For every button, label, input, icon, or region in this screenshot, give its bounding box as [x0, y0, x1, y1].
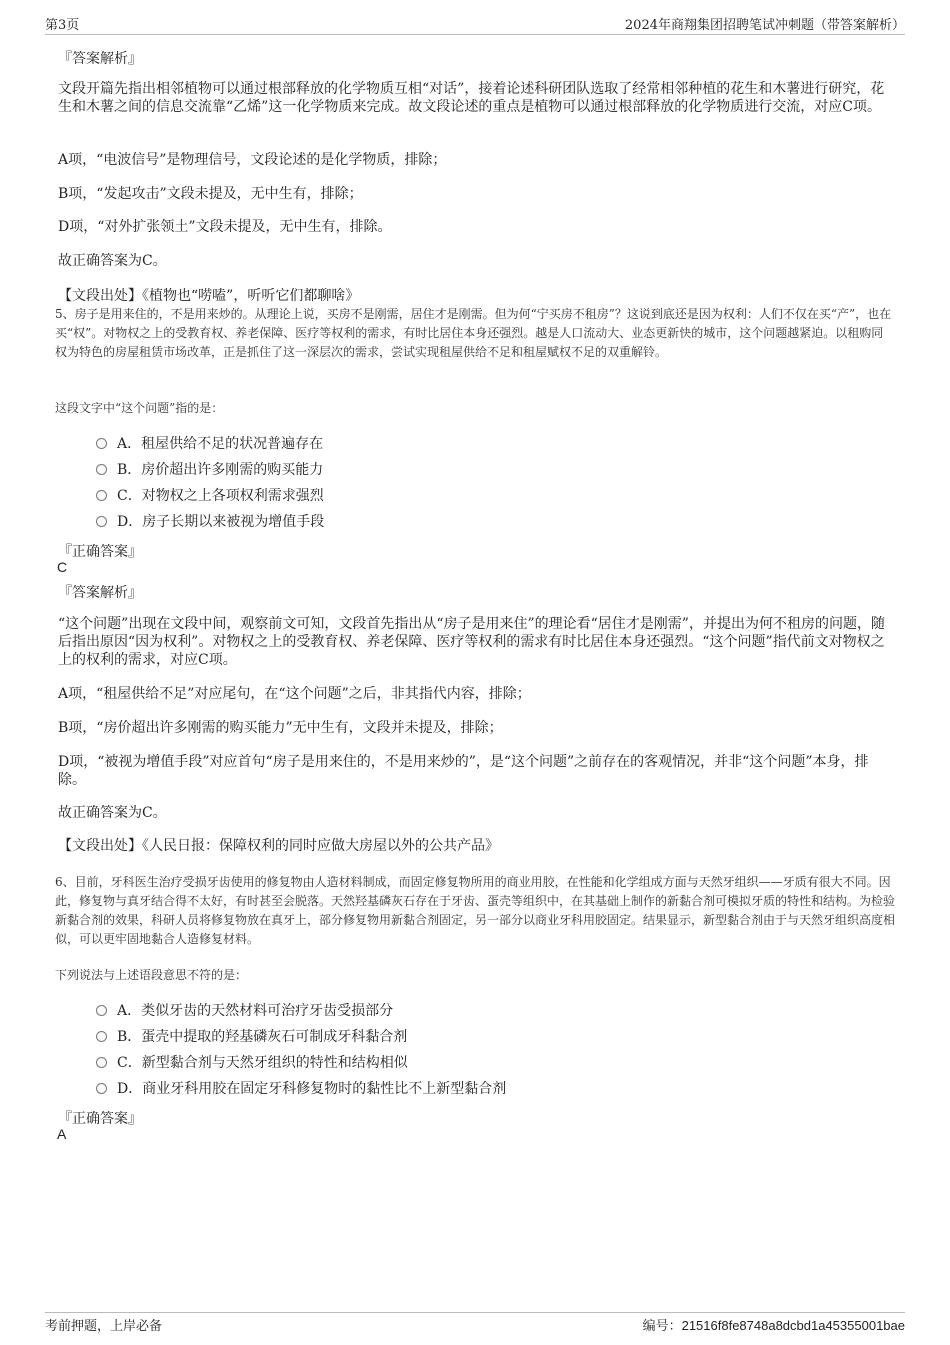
- document-title: 2024年商翔集团招聘笔试冲刺题（带答案解析）: [624, 18, 905, 33]
- q5-conclusion: 故正确答案为C。: [58, 805, 167, 821]
- q5-stem: 5、房子是用来住的，不是用来炒的。从理论上说，买房不是刚需，居住才是刚需。但为何“宁买房不租房”？这说到底还是因为权利：人们不仅在买“产”，也在买“权”。对物权之上的受教育权、养老保障、医疗等权利的需求，有时比居住本身还强烈。越是人口流动大、业态更新快的城市，这个问题越紧迫。以租购同权为特色的房屋租赁市场改革，正是抓住了这一深层次的需求，尝试实现租屋供给不足和租屋赋权不足的双重解铃。: [55, 307, 892, 359]
- q5-option-b[interactable]: B．房价超出许多刚需的购买能力: [96, 461, 323, 479]
- q5-question: 这段文字中“这个问题”指的是：: [55, 401, 224, 415]
- radio-icon[interactable]: [96, 1005, 107, 1016]
- footer-slogan: 考前押题，上岸必备: [45, 1319, 163, 1334]
- page-number: 第3页: [45, 18, 80, 33]
- q4-analysis: 文段开篇先指出相邻植物可以通过根部释放的化学物质互相“对话”，接着论述科研团队选取了经常相邻种植的花生和木薯进行研究，花生和木薯之间的信息交流靠“乙烯”这一化学物质来完成。故文段论述的重点是植物可以通过根部释放的化学物质进行交流，对应C项。: [58, 81, 885, 115]
- q4-source: 【文段出处】《植物也“唠嗑”，听听它们都聊啥》: [58, 288, 360, 304]
- q6-question: 下列说法与上述语段意思不符的是：: [55, 968, 248, 982]
- q4-point-b: B项，“发起攻击”文段未提及，无中生有，排除；: [58, 186, 363, 202]
- q4-point-d: D项，“对外扩张领土”文段未提及，无中生有，排除。: [58, 219, 392, 235]
- document-id: 编号：21516f8fe8748a8dcbd1a45355001bae: [642, 1318, 905, 1333]
- radio-icon[interactable]: [96, 464, 107, 475]
- radio-icon[interactable]: [96, 1031, 107, 1042]
- q4-conclusion: 故正确答案为C。: [58, 253, 167, 269]
- radio-icon[interactable]: [96, 438, 107, 449]
- q6-stem: 6、目前，牙科医生治疗受损牙齿使用的修复物由人造材料制成，而固定修复物所用的商业用胶，在性能和化学组成方面与天然牙组织——牙质有很大不同。因此，修复物与真牙结合得不太好，有时甚至会脱落。天然羟基磷灰石存在于牙齿、蛋壳等组织中，在其基础上制作的新黏合剂可模拟牙质的特性和结构。为检验新黏合剂的效果，科研人员将修复物放在真牙上，部分修复物用新黏合剂固定，另一部分以商业牙科用胶固定。结果显示，新型黏合剂由于与天然牙组织高度相似，可以更牢固地黏合人造修复材料。: [55, 875, 896, 946]
- page-footer: [45, 1312, 905, 1334]
- q5-point-b: B项，“房价超出许多刚需的购买能力”无中生有，文段并未提及，排除；: [58, 720, 503, 736]
- q5-analysis: “这个问题”出现在文段中间，观察前文可知，文段首先指出从“房子是用来住”的理论看“居住才是刚需”，并提出为何不租房的问题，随后指出原因“因为权利”。对物权之上的受教育权、养老保障、医疗等权利的需求有时比居住本身还强烈。“这个问题”指代前文对物权之上的权利的需求，对应C项。: [58, 616, 885, 668]
- q6-option-c[interactable]: C．新型黏合剂与天然牙组织的特性和结构相似: [96, 1054, 408, 1072]
- q5-option-a[interactable]: A．租屋供给不足的状况普遍存在: [96, 435, 323, 453]
- page-header: [45, 12, 905, 35]
- q6-option-d[interactable]: D．商业牙科用胶在固定牙科修复物时的黏性比不上新型黏合剂: [96, 1080, 506, 1098]
- q5-point-a: A项，“租屋供给不足”对应尾句，在“这个问题”之后，非其指代内容，排除；: [58, 686, 531, 702]
- q5-source: 【文段出处】《人民日报：保障权利的同时应做大房屋以外的公共产品》: [58, 838, 499, 854]
- q6-option-b[interactable]: B．蛋壳中提取的羟基磷灰石可制成牙科黏合剂: [96, 1028, 407, 1046]
- q5-correct-answer: C: [57, 559, 68, 575]
- q6-correct-answer: A: [57, 1126, 67, 1142]
- q4-analysis-label: 『答案解析』: [58, 51, 142, 67]
- q5-option-d[interactable]: D．房子长期以来被视为增值手段: [96, 513, 324, 531]
- q5-option-c[interactable]: C．对物权之上各项权利需求强烈: [96, 487, 324, 505]
- q4-point-a: A项，“电波信号”是物理信号，文段论述的是化学物质，排除；: [58, 152, 447, 168]
- radio-icon[interactable]: [96, 490, 107, 501]
- q5-point-d: D项，“被视为增值手段”对应首句“房子是用来住的，不是用来炒的”，是“这个问题”之前存在的客观情况，并非“这个问题”本身，排除。: [58, 754, 869, 788]
- q6-correct-label: 『正确答案』: [58, 1111, 142, 1127]
- radio-icon[interactable]: [96, 1083, 107, 1094]
- radio-icon[interactable]: [96, 516, 107, 527]
- q6-option-a[interactable]: A．类似牙齿的天然材料可治疗牙齿受损部分: [96, 1002, 393, 1020]
- q5-correct-label: 『正确答案』: [58, 544, 142, 560]
- radio-icon[interactable]: [96, 1057, 107, 1068]
- q5-analysis-label: 『答案解析』: [58, 585, 142, 601]
